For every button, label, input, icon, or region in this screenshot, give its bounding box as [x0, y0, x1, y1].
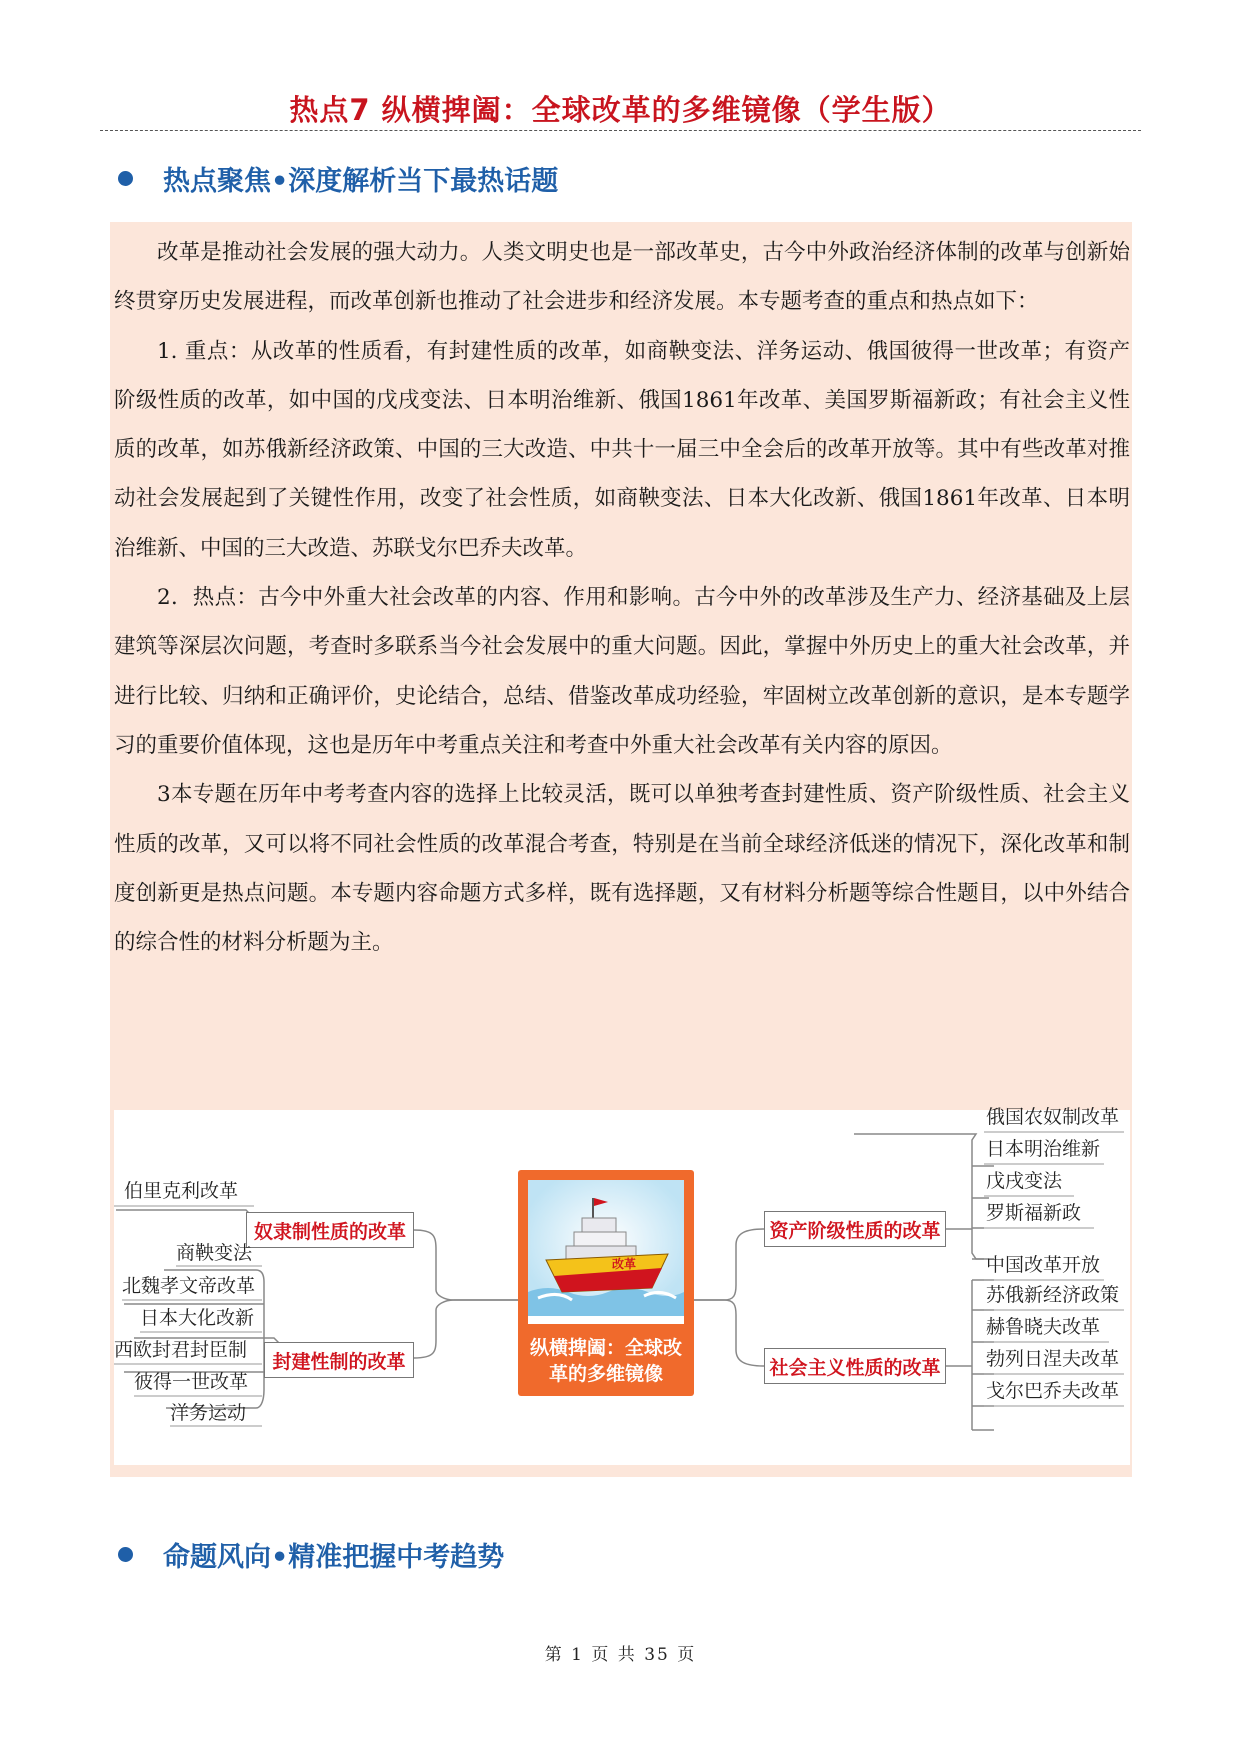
leaf-western-feudal-system: 西欧封君封臣制 [114, 1339, 248, 1361]
leaf-shang-yang-reform: 商鞅变法 [176, 1242, 253, 1264]
leaf-meiji-restoration: 日本明治维新 [986, 1138, 1101, 1160]
leaf-khrushchev-reform: 赫鲁晓夫改革 [986, 1316, 1101, 1338]
mindmap-center-card [518, 1170, 694, 1396]
leaf-hundred-days-reform: 戊戌变法 [986, 1170, 1063, 1192]
bullet-dot-icon [118, 1547, 133, 1562]
paragraph-exam-style: 3本专题在历年中考考查内容的选择上比较灵活，既可以单独考查封建性质、资产阶级性质、社会主义性质的改革，又可以将不同社会性质的改革混合考查，特别是在当前全球经济低迷的情况下，深化改革和制度创新更是热点问题。本专题内容命题方式多样，既有选择题，又有材料分析题等综合性题目，以中外结合的综合性的材料分析题为主。 [114, 782, 1130, 956]
leaf-russian-serf-reform: 俄国农奴制改革 [986, 1106, 1120, 1128]
document-title: 热点7 纵横捭阖：全球改革的多维镜像（学生版） [289, 93, 952, 127]
section-heading-text: 命题风向•精准把握中考趋势 [163, 1541, 505, 1573]
section-heading-trend [118, 1532, 504, 1576]
leaf-taika-reform: 日本大化改新 [140, 1307, 255, 1329]
leaf-self-strengthening: 洋务运动 [170, 1402, 247, 1424]
ship-label: 改革 [612, 1257, 637, 1271]
hotspot-focus-text [114, 228, 1130, 967]
leaf-peter-reform: 彼得一世改革 [134, 1371, 249, 1393]
leaf-brezhnev-reform: 勃列日涅夫改革 [986, 1348, 1120, 1370]
ship-icon [528, 1180, 684, 1324]
category-feudal-reform: 封建性制的改革 [264, 1342, 414, 1378]
leaf-nep: 苏俄新经济政策 [986, 1284, 1120, 1306]
leaf-china-reform-opening: 中国改革开放 [986, 1254, 1101, 1276]
paragraph-hot-points: 2．热点：古今中外重大社会改革的内容、作用和影响。古今中外的改革涉及生产力、经济基础及上层建筑等深层次问题，考查时多联系当今社会发展中的重大问题。因此，掌握中外历史上的重大社会改革，并进行比较、归纳和正确评价，史论结合，总结、借鉴改革成功经验，牢固树立改革创新的意识，是本专题学习的重要价值体现，这也是历年中考重点关注和考查中外重大社会改革有关内容的原因。 [114, 585, 1130, 758]
category-bourgeois-reform: 资产阶级性质的改革 [764, 1211, 946, 1247]
bullet-dot-icon [118, 171, 133, 186]
page-footer: 第 1 页 共 35 页 [544, 1645, 697, 1665]
leaf-gorbachev-reform: 戈尔巴乔夫改革 [986, 1380, 1120, 1402]
category-slavery-reform: 奴隶制性质的改革 [246, 1212, 414, 1248]
paragraph-intro: 改革是推动社会发展的强大动力。人类文明史也是一部改革史，古今中外政治经济体制的改革与创新始终贯穿历史发展进程，而改革创新也推动了社会进步和经济发展。本专题考查的重点和热点如下： [114, 240, 1130, 315]
leaf-pericles-reform: 伯里克利改革 [124, 1180, 239, 1202]
section-heading-text: 热点聚焦•深度解析当下最热话题 [163, 165, 559, 197]
paragraph-key-points: 1. 重点：从改革的性质看，有封建性质的改革，如商鞅变法、洋务运动、俄国彼得一世改革；有资产阶级性质的改革，如中国的戊戌变法、日本明治维新、俄国1861年改革、美国罗斯福新政；有社会主义性质的改革，如苏俄新经济政策、中国的三大改造、中共十一届三中全会后的改革开放等。其中有些改革对推动社会发展起到了关键性作用，改变了社会性质，如商鞅变法、日本大化改新、俄国1861年改革、日本明治维新、中国的三大改造、苏联戈尔巴乔夫改革。 [114, 338, 1130, 561]
title-divider [100, 130, 1141, 131]
leaf-new-deal: 罗斯福新政 [986, 1202, 1082, 1224]
reform-mindmap [114, 1106, 1130, 1465]
category-socialist-reform: 社会主义性质的改革 [764, 1348, 946, 1384]
leaf-xiaowen-reform: 北魏孝文帝改革 [122, 1275, 256, 1297]
mindmap-center-label: 纵横捭阖：全球改革的多维镜像 [529, 1337, 682, 1385]
reform-ship-illustration [528, 1180, 684, 1324]
section-heading-hotspot [118, 156, 558, 200]
